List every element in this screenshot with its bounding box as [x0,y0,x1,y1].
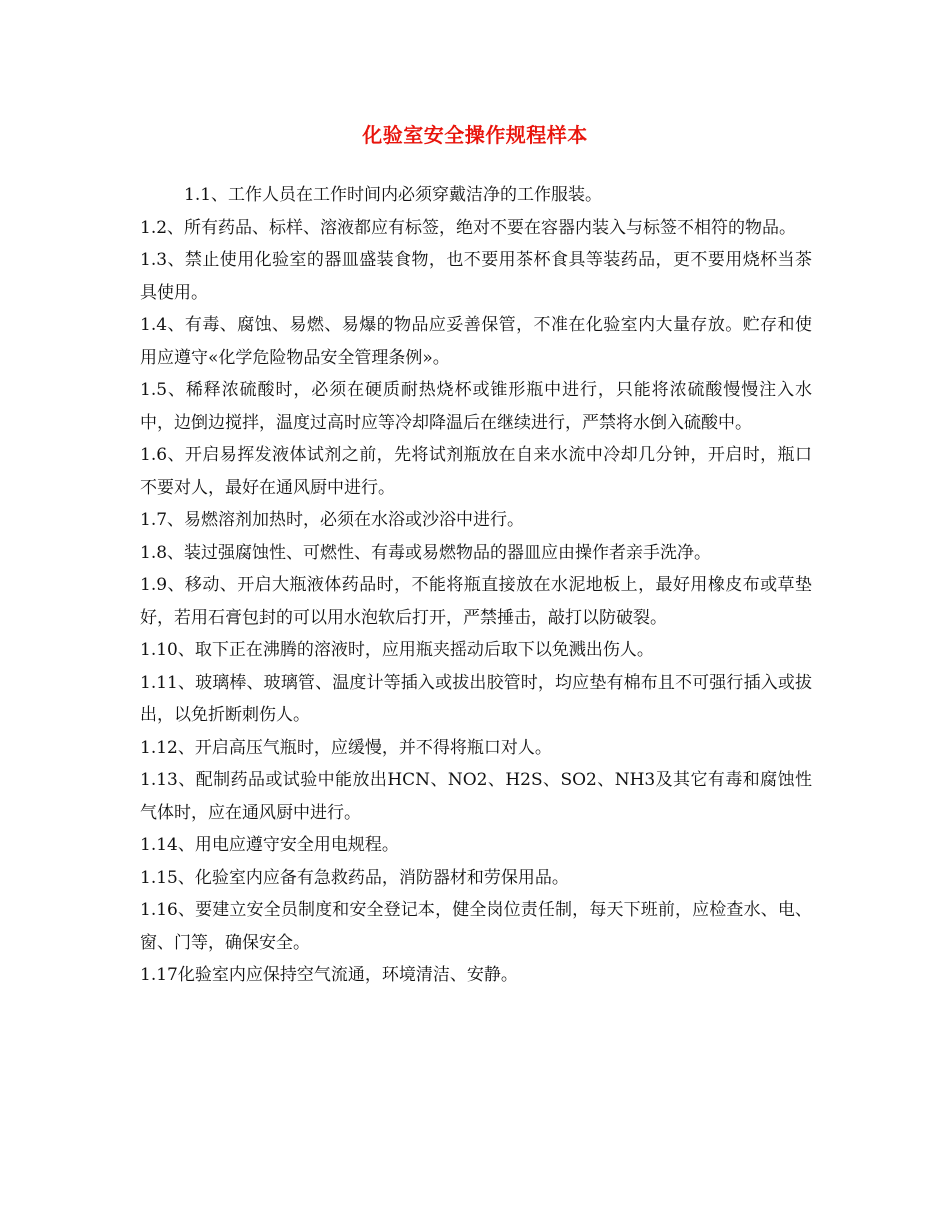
paragraph-1-4: 1.4、有毒、腐蚀、易燃、易爆的物品应妥善保管，不准在化验室内大量存放。贮存和使用应遵守«化学危险物品安全管理条例»。 [140,315,812,368]
paragraph-1-14: 1.14、用电应遵守安全用电规程。 [140,835,399,855]
paragraph-1-2: 1.2、所有药品、标样、溶液都应有标签，绝对不要在容器内装入与标签不相符的物品。 [140,217,797,238]
paragraph-1-10: 1.10、取下正在沸腾的溶液时，应用瓶夹摇动后取下以免溅出伤人。 [140,640,654,660]
paragraph-1-12: 1.12、开启高压气瓶时，应缓慢，并不得将瓶口对人。 [140,737,552,758]
paragraph-1-15: 1.15、化验室内应备有急救药品，消防器材和劳保用品。 [140,867,569,888]
paragraph-1-11: 1.11、玻璃棒、玻璃管、温度计等插入或拔出胶管时，均应垫有棉布且不可强行插入或拔出，以免折断刺伤人。 [140,672,812,725]
paragraph-1-5: 1.5、稀释浓硫酸时，必须在硬质耐热烧杯或锥形瓶中进行，只能将浓硫酸慢慢注入水中，边倒边搅拌，温度过高时应等冷却降温后在继续进行，严禁将水倒入硫酸中。 [140,380,812,433]
paragraph-1-13: 1.13、配制药品或试验中能放出HCN、NO2、H2S、SO2、NH3及其它有毒和腐蚀性气体时，应在通风厨中进行。 [140,770,812,823]
paragraph-1-3: 1.3、禁止使用化验室的器皿盛装食物，也不要用茶杯食具等装药品，更不要用烧杯当茶具使用。 [140,250,812,303]
paragraph-1-1: 1.1、工作人员在工作时间内必须穿戴洁净的工作服装。 [184,185,603,205]
paragraph-1-9: 1.9、移动、开启大瓶液体药品时，不能将瓶直接放在水泥地板上，最好用橡皮布或草垫好，若用石膏包封的可以用水泡软后打开，严禁捶击，敲打以防破裂。 [140,575,812,628]
paragraph-1-17: 1.17化验室内应保持空气流通，环境清洁、安静。 [140,965,518,985]
paragraph-1-6: 1.6、开启易挥发液体试剂之前，先将试剂瓶放在自来水流中冷却几分钟，开启时，瓶口不要对人，最好在通风厨中进行。 [140,445,812,498]
paragraph-1-8: 1.8、装过强腐蚀性、可燃性、有毒或易燃物品的器皿应由操作者亲手洗净。 [140,542,712,563]
document-body [140,179,812,992]
paragraph-1-16: 1.16、要建立安全员制度和安全登记本，健全岗位责任制，每天下班前，应检查水、电、窗、门等，确保安全。 [140,900,812,953]
paragraph-1-7: 1.7、易燃溶剂加热时，必须在水浴或沙浴中进行。 [140,510,525,530]
document-title: 化验室安全操作规程样本 [362,123,588,147]
